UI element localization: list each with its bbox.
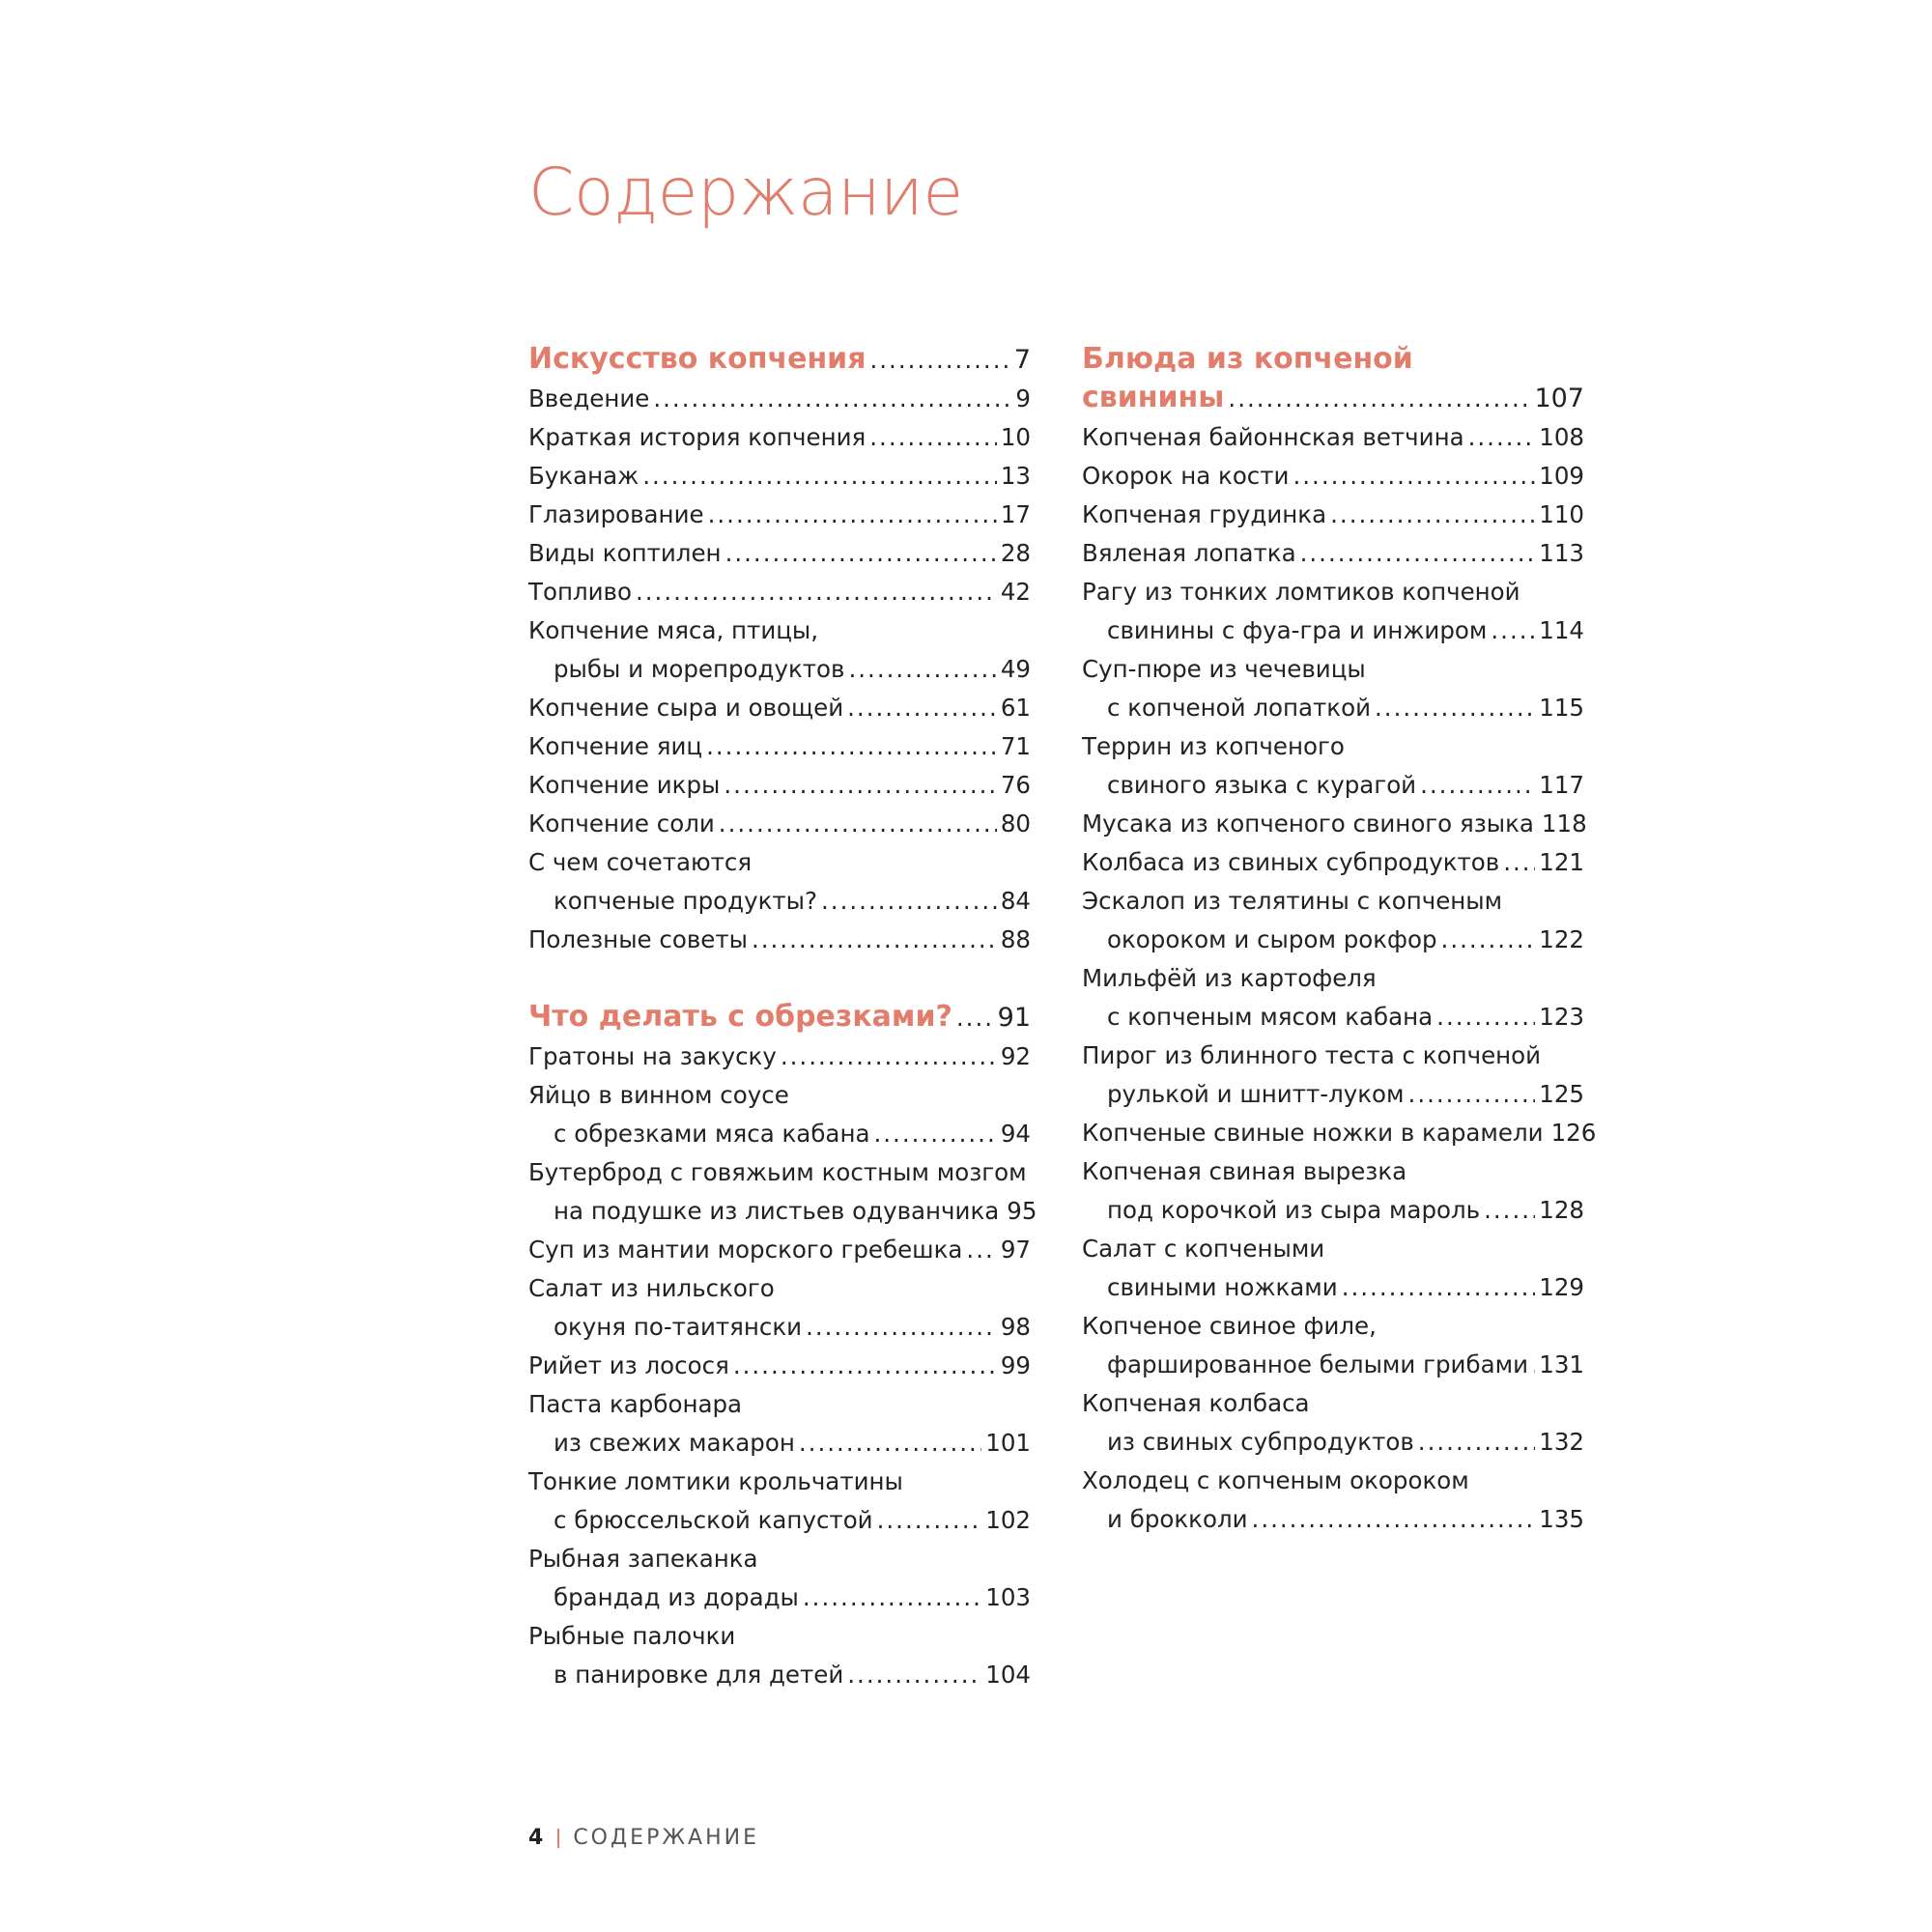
toc-line	[1082, 1462, 1584, 1500]
toc-entry	[1082, 1462, 1584, 1539]
dot-leader	[1408, 1075, 1536, 1114]
dot-leader	[724, 766, 996, 805]
dot-leader	[956, 999, 994, 1037]
toc-line	[1082, 921, 1584, 959]
toc-page-number: 10	[1000, 423, 1031, 451]
section-heading	[1082, 340, 1584, 418]
toc-entry-text: Эскалоп из телятины с копченым	[1082, 887, 1503, 915]
toc-line	[528, 1308, 1031, 1347]
toc-entry-text: Гратоны на закуску	[528, 1042, 777, 1070]
footer-label: СОДЕРЖАНИЕ	[573, 1826, 759, 1850]
section-gap	[528, 959, 1031, 998]
dot-leader	[873, 1115, 996, 1153]
dot-leader	[1342, 1268, 1536, 1307]
toc-entry-text: Введение	[528, 384, 650, 412]
toc-line	[1082, 611, 1584, 650]
toc-line	[1082, 1307, 1584, 1346]
toc-entry	[1082, 1114, 1597, 1152]
toc-line	[1082, 805, 1587, 843]
toc-entry-text: Копчение сыра и овощей	[528, 694, 844, 722]
toc-entry	[1082, 1037, 1584, 1114]
toc-line	[528, 573, 1031, 611]
footer-divider	[557, 1829, 559, 1848]
toc-entry-text: под корочкой из сыра мароль	[1107, 1196, 1481, 1224]
toc-entry-text: копченые продукты?	[554, 887, 817, 915]
toc-section	[1082, 340, 1597, 1539]
dot-leader	[752, 921, 997, 959]
dot-leader	[725, 534, 997, 573]
toc-line	[528, 843, 1031, 882]
toc-entry-text: Суп из мантии морского гребешка	[528, 1236, 963, 1264]
toc-page-number: 128	[1539, 1196, 1584, 1224]
toc-page-number: 98	[1000, 1313, 1031, 1341]
toc-entry-text: фаршированное белыми грибами	[1107, 1350, 1528, 1378]
toc-page-number: 94	[1000, 1120, 1031, 1148]
toc-line	[528, 1617, 1031, 1656]
toc-entry	[1082, 959, 1584, 1037]
toc-line	[1082, 1037, 1584, 1075]
toc-line	[1082, 1114, 1597, 1152]
toc-entry-text: и брокколи	[1107, 1505, 1248, 1533]
dot-leader	[1252, 1500, 1536, 1539]
toc-entry-text: Копчение соли	[528, 810, 715, 838]
toc-entry-text: Блюда из копченой	[1082, 342, 1413, 376]
toc-line	[528, 921, 1031, 959]
dot-leader	[848, 650, 996, 689]
toc-entry	[528, 534, 1031, 573]
toc-entry-text: С чем сочетаются	[528, 848, 753, 876]
toc-page-number: 108	[1539, 423, 1584, 451]
toc-line	[528, 998, 1031, 1037]
toc-page-number: 125	[1539, 1080, 1584, 1108]
toc-entry-text: Яйцо в винном соусе	[528, 1081, 789, 1109]
toc-line	[528, 1424, 1031, 1463]
toc-line	[1082, 1152, 1584, 1191]
toc-entry	[1082, 457, 1584, 496]
toc-entry-text: Паста карбонара	[528, 1390, 743, 1418]
dot-leader	[1468, 418, 1536, 457]
dot-leader	[1436, 998, 1535, 1037]
toc-entry-text: Копчение яиц	[528, 732, 703, 760]
toc-entry-text: Вяленая лопатка	[1082, 539, 1296, 567]
toc-line	[1082, 496, 1584, 534]
toc-entry-text: свинины с фуа-гра и инжиром	[1107, 616, 1488, 644]
toc-entry-text: Мусака из копченого свиного языка	[1082, 810, 1534, 838]
toc-entry	[1082, 496, 1584, 534]
toc-line	[528, 766, 1031, 805]
toc-entry	[528, 1037, 1031, 1076]
toc-entry-text: окороком и сыром рокфор	[1107, 925, 1437, 953]
toc-line	[528, 727, 1031, 766]
toc-entry-text: рулькой и шнитт-луком	[1107, 1080, 1405, 1108]
toc-entry-text: из свежих макарон	[554, 1429, 795, 1457]
toc-entry	[528, 1463, 1031, 1540]
toc-line	[1082, 1346, 1584, 1384]
dot-leader	[733, 1347, 997, 1385]
toc-page-number: 129	[1539, 1273, 1584, 1301]
toc-page-number: 80	[1000, 810, 1031, 838]
toc-page-number: 7	[1013, 345, 1031, 375]
toc-entry	[528, 1385, 1031, 1463]
toc-line	[1082, 1384, 1584, 1423]
toc-line	[528, 418, 1031, 457]
toc-entry	[1082, 573, 1584, 650]
toc-entry	[1082, 1152, 1584, 1230]
toc-entry-text: Искусство копчения	[528, 342, 867, 376]
toc-entry-text: Бутерброд с говяжьим костным мозгом	[528, 1158, 1027, 1186]
toc-entry-text: Что делать с обрезками?	[528, 1000, 952, 1034]
dot-leader	[869, 418, 997, 457]
dot-leader	[1484, 1191, 1535, 1230]
toc-entry	[528, 1540, 1031, 1617]
toc-line	[528, 650, 1031, 689]
toc-page-number: 114	[1539, 616, 1584, 644]
toc-entry-text: Копченая свиная вырезка	[1082, 1157, 1407, 1185]
toc-entry	[1082, 1307, 1584, 1384]
toc-page-number: 71	[1000, 732, 1031, 760]
toc-page-number: 121	[1539, 848, 1584, 876]
toc-page-number: 126	[1550, 1119, 1597, 1147]
dot-leader	[1375, 689, 1535, 727]
toc-entry-text: Топливо	[528, 578, 632, 606]
toc-page-number: 95	[1007, 1197, 1037, 1225]
toc-entry	[528, 727, 1031, 766]
dot-leader	[708, 496, 997, 534]
page-footer	[528, 1826, 759, 1850]
toc-line	[528, 1153, 1031, 1192]
dot-leader	[966, 1231, 996, 1269]
toc-line	[1082, 650, 1584, 689]
toc-entry-text: Суп-пюре из чечевицы	[1082, 655, 1366, 683]
toc-page-number: 99	[1000, 1351, 1031, 1379]
dot-leader	[1330, 496, 1535, 534]
toc-entry-text: Краткая история копчения	[528, 423, 867, 451]
toc-line	[1082, 998, 1584, 1037]
toc-page-number: 135	[1539, 1505, 1584, 1533]
toc-entry-text: свинины	[1082, 381, 1225, 414]
toc-page-number: 84	[1000, 887, 1031, 915]
toc-page-number: 102	[985, 1506, 1031, 1534]
toc-column-right	[1082, 340, 1597, 1539]
toc-page-number: 110	[1539, 500, 1584, 528]
toc-entry	[528, 573, 1031, 611]
toc-page-number: 13	[1000, 462, 1031, 490]
toc-line	[528, 457, 1031, 496]
toc-line	[528, 1463, 1031, 1501]
toc-line	[528, 805, 1031, 843]
toc-line	[528, 1385, 1031, 1424]
toc-line	[1082, 1191, 1584, 1230]
dot-leader	[636, 573, 997, 611]
toc-line	[528, 1076, 1031, 1115]
toc-entry-text: Глазирование	[528, 500, 704, 528]
toc-line	[528, 496, 1031, 534]
toc-line	[528, 1656, 1031, 1694]
toc-entry-text: Колбаса из свиных субпродуктов	[1082, 848, 1500, 876]
toc-line	[1082, 573, 1584, 611]
toc-entry	[1082, 534, 1584, 573]
toc-page-number: 42	[1000, 578, 1031, 606]
dot-leader	[847, 689, 997, 727]
section-heading	[528, 998, 1031, 1037]
toc-page-number: 88	[1000, 925, 1031, 953]
toc-line	[1082, 1075, 1584, 1114]
toc-entry-text: рыбы и морепродуктов	[554, 655, 845, 683]
toc-entry	[1082, 727, 1584, 805]
dot-leader	[1503, 843, 1535, 882]
toc-entry-text: на подушке из листьев одуванчика	[554, 1197, 1000, 1225]
toc-page-number: 9	[1015, 384, 1031, 412]
toc-entry	[1082, 1230, 1584, 1307]
toc-page-number: 61	[1000, 694, 1031, 722]
toc-entry	[528, 843, 1031, 921]
dot-leader	[1532, 1346, 1535, 1384]
toc-page-number: 104	[985, 1661, 1031, 1689]
toc-line	[1082, 959, 1584, 998]
toc-page-number: 107	[1534, 384, 1584, 413]
toc-entry-text: с копченой лопаткой	[1107, 694, 1371, 722]
toc-entry-text: Холодец с копченым окороком	[1082, 1466, 1469, 1494]
toc-entry-text: Мильфёй из картофеля	[1082, 964, 1377, 992]
toc-entry-text: Салат из нильского	[528, 1274, 775, 1302]
toc-entry-text: Полезные советы	[528, 925, 748, 953]
toc-entry	[528, 1076, 1031, 1153]
toc-entry	[1082, 650, 1584, 727]
toc-entry	[528, 418, 1031, 457]
toc-entry	[528, 1347, 1031, 1385]
toc-line	[528, 1578, 1031, 1617]
toc-line	[528, 1347, 1031, 1385]
toc-entry	[528, 805, 1031, 843]
toc-entry-text: с обрезками мяса кабана	[554, 1120, 870, 1148]
toc-entry-text: свиного языка с курагой	[1107, 771, 1417, 799]
toc-entry-text: Копченая колбаса	[1082, 1389, 1310, 1417]
toc-entry-text: брандад из дорады	[554, 1583, 799, 1611]
toc-entry-text: Виды коптилен	[528, 539, 722, 567]
toc-page-number: 91	[997, 1003, 1031, 1033]
toc-entry-text: свиными ножками	[1107, 1273, 1338, 1301]
toc-entry-text: Копченые свиные ножки в карамели	[1082, 1119, 1544, 1147]
dot-leader	[642, 457, 997, 496]
toc-line	[1082, 1268, 1584, 1307]
toc-entry	[528, 457, 1031, 496]
toc-page-number: 117	[1539, 771, 1584, 799]
toc-entry	[528, 1617, 1031, 1694]
dot-leader	[706, 727, 997, 766]
toc-entry-text: Копченая грудинка	[1082, 500, 1327, 528]
dot-leader	[1418, 1423, 1535, 1462]
toc-section	[528, 340, 1031, 959]
footer-page-number: 4	[528, 1826, 547, 1850]
dot-leader	[1228, 380, 1530, 418]
toc-entry	[528, 496, 1031, 534]
toc-entry-text: Рагу из тонких ломтиков копченой	[1082, 578, 1520, 606]
toc-page-number: 132	[1539, 1428, 1584, 1456]
toc-entry-text: Рыбная запеканка	[528, 1545, 758, 1573]
dot-leader	[1420, 766, 1535, 805]
toc-page-number: 115	[1539, 694, 1584, 722]
toc-line	[1082, 1230, 1584, 1268]
toc-page-number: 103	[985, 1583, 1031, 1611]
dot-leader	[1300, 534, 1536, 573]
toc-entry-text: из свиных субпродуктов	[1107, 1428, 1414, 1456]
toc-line	[1082, 418, 1584, 457]
dot-leader	[1293, 457, 1535, 496]
dot-leader	[719, 805, 997, 843]
toc-entry	[528, 921, 1031, 959]
toc-page-number: 76	[1000, 771, 1031, 799]
toc-entry-text: окуня по-таитянски	[554, 1313, 803, 1341]
toc-entry-text: Пирог из блинного теста с копченой	[1082, 1041, 1542, 1069]
dot-leader	[821, 882, 997, 921]
toc-page-number: 28	[1000, 539, 1031, 567]
toc-page-number: 123	[1539, 1003, 1584, 1031]
toc-line	[1082, 379, 1584, 418]
toc-line	[528, 380, 1031, 418]
dot-leader	[877, 1501, 982, 1540]
dot-leader	[803, 1578, 981, 1617]
toc-entry	[528, 380, 1031, 418]
toc-line	[1082, 689, 1584, 727]
toc-page-number: 109	[1539, 462, 1584, 490]
toc-entry	[528, 689, 1031, 727]
toc-line	[528, 1115, 1031, 1153]
toc-entry-text: Рийет из лосося	[528, 1351, 729, 1379]
toc-line	[528, 882, 1031, 921]
toc-entry-text: Рыбные палочки	[528, 1622, 736, 1650]
toc-line	[1082, 534, 1584, 573]
toc-line	[1082, 340, 1584, 379]
toc-entry-text: с копченым мясом кабана	[1107, 1003, 1434, 1031]
toc-entry	[528, 766, 1031, 805]
toc-line	[528, 534, 1031, 573]
dot-leader	[1491, 611, 1535, 650]
dot-leader	[653, 380, 1011, 418]
section-heading	[528, 340, 1031, 380]
toc-entry	[1082, 843, 1584, 882]
dot-leader	[806, 1308, 997, 1347]
toc-entry-text: Салат с копчеными	[1082, 1235, 1325, 1263]
toc-line	[528, 1269, 1031, 1308]
dot-leader	[781, 1037, 997, 1076]
toc-entry-text: Тонкие ломтики крольчатины	[528, 1467, 903, 1495]
toc-entry-text: Копченая байоннская ветчина	[1082, 423, 1464, 451]
toc-entry-text: Террин из копченого	[1082, 732, 1345, 760]
dot-leader	[799, 1424, 981, 1463]
toc-page-number: 113	[1539, 539, 1584, 567]
toc-entry-text: с брюссельской капустой	[554, 1506, 873, 1534]
toc-line	[1082, 1423, 1584, 1462]
toc-entry-text: Копчение мяса, птицы,	[528, 616, 819, 644]
page-title: Содержание	[528, 155, 963, 231]
dot-leader	[1441, 921, 1536, 959]
toc-section	[528, 998, 1037, 1694]
toc-line	[528, 689, 1031, 727]
toc-entry-text: Буканаж	[528, 462, 639, 490]
toc-line	[528, 1231, 1031, 1269]
toc-page-number: 118	[1541, 810, 1587, 838]
toc-page-number: 101	[985, 1429, 1031, 1457]
toc-line	[1082, 457, 1584, 496]
toc-page-number: 49	[1000, 655, 1031, 683]
toc-entry	[528, 1231, 1031, 1269]
toc-line	[528, 611, 1031, 650]
dot-leader	[847, 1656, 981, 1694]
toc-line	[528, 1540, 1031, 1578]
toc-entry	[1082, 1384, 1584, 1462]
toc-entry	[528, 611, 1031, 689]
dot-leader	[869, 341, 1009, 380]
toc-line	[528, 340, 1031, 380]
toc-entry-text: Окорок на кости	[1082, 462, 1290, 490]
toc-line	[1082, 727, 1584, 766]
toc-line	[528, 1037, 1031, 1076]
toc-column-left	[528, 340, 1037, 1694]
toc-page-number: 97	[1000, 1236, 1031, 1264]
toc-line	[1082, 766, 1584, 805]
toc-entry	[528, 1153, 1037, 1231]
toc-line	[1082, 843, 1584, 882]
toc-entry	[1082, 418, 1584, 457]
toc-entry-text: Копченое свиное филе,	[1082, 1312, 1377, 1340]
toc-page-number: 17	[1000, 500, 1031, 528]
toc-page-number: 92	[1000, 1042, 1031, 1070]
toc-entry	[528, 1269, 1031, 1347]
toc-entry	[1082, 805, 1587, 843]
toc-line	[528, 1192, 1037, 1231]
toc-page-number: 131	[1539, 1350, 1584, 1378]
toc-page-number: 122	[1539, 925, 1584, 953]
toc-entry	[1082, 882, 1584, 959]
toc-line	[1082, 1500, 1584, 1539]
toc-line	[1082, 882, 1584, 921]
toc-entry-text: в панировке для детей	[554, 1661, 844, 1689]
toc-line	[528, 1501, 1031, 1540]
toc-entry-text: Копчение икры	[528, 771, 721, 799]
